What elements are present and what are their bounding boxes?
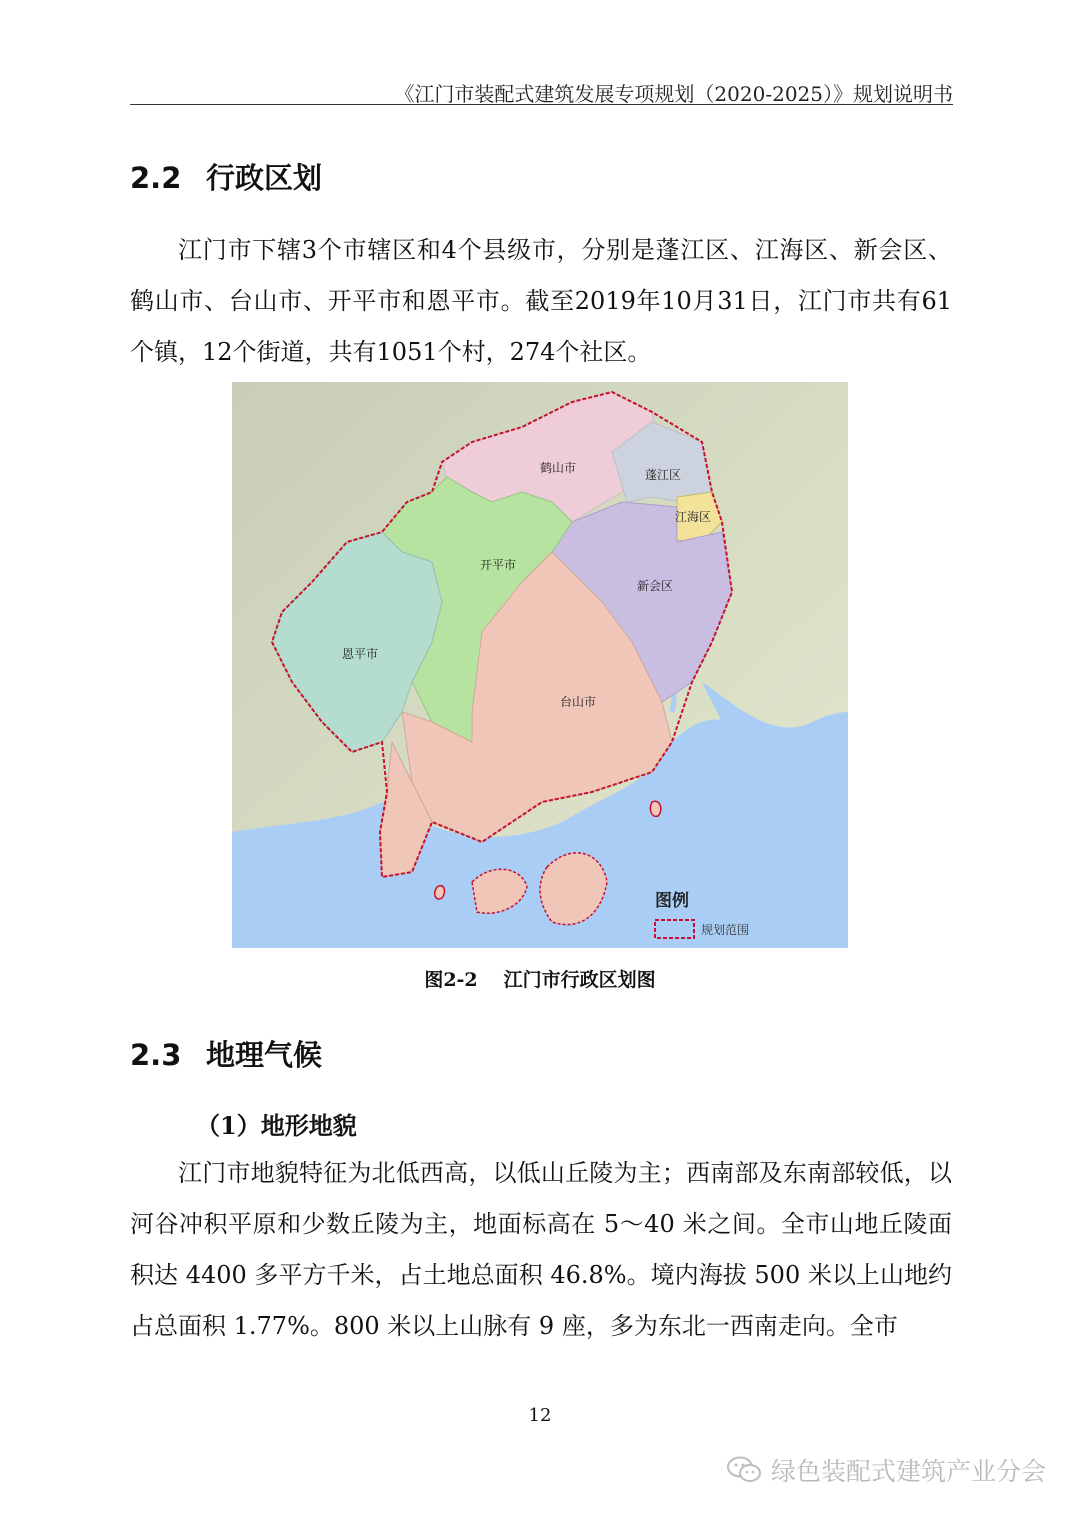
section-heading-2-2 — [130, 156, 322, 197]
header-divider — [130, 104, 953, 105]
watermark — [727, 1452, 1046, 1488]
label-kaiping: 开平市 — [480, 558, 517, 572]
island — [435, 886, 445, 899]
wechat-icon — [727, 1456, 761, 1484]
figure-title: 江门市行政区划图 — [503, 969, 656, 991]
page-number: 12 — [528, 1405, 552, 1426]
section-title: 行政区划 — [206, 161, 323, 195]
subsection-heading: （1）地形地貌 — [196, 1111, 357, 1140]
section-number: 2.3 — [130, 1038, 182, 1072]
figure-number: 图2-2 — [424, 969, 478, 991]
terrain-paragraph: 江门市地貌特征为北低西高，以低山丘陵为主；西南部及东南部较低，以河谷冲积平原和少数丘陵为主，地面标高在 5～40 米之间。全市山地丘陵面积达 4400 多平方千米，占土地总面积 46.8%。境内海拔 500 米以上山地约占总面积 1.77%。800 米以上山脉有 9 座，多为东北一西南走向。全市 — [130, 1159, 952, 1340]
running-header: 《江门市装配式建筑发展专项规划（2020-2025）》规划说明书 — [394, 82, 953, 106]
legend-item-planning-area: 规划范围 — [701, 923, 750, 937]
section-number: 2.2 — [130, 161, 182, 195]
label-heshan: 鹤山市 — [540, 461, 577, 475]
section-heading-2-3 — [130, 1033, 322, 1074]
label-pengjiang: 蓬江区 — [645, 468, 682, 482]
section-title: 地理气候 — [206, 1038, 323, 1072]
watermark-text: 绿色装配式建筑产业分会 — [770, 1457, 1046, 1486]
island — [650, 801, 660, 816]
label-xinhui: 新会区 — [637, 579, 674, 593]
legend-title: 图例 — [655, 891, 689, 911]
administrative-map — [232, 382, 848, 948]
label-jianghai: 江海区 — [675, 510, 712, 524]
admin-division-paragraph: 江门市下辖3个市辖区和4个县级市，分别是蓬江区、江海区、新会区、鹤山市、台山市、开平市和恩平市。截至2019年10月31日，江门市共有61个镇，12个街道，共有1051个村，274个社区。 — [130, 236, 952, 366]
figure-caption — [0, 965, 1080, 992]
label-enping: 恩平市 — [342, 647, 379, 661]
label-taishan: 台山市 — [560, 695, 597, 709]
